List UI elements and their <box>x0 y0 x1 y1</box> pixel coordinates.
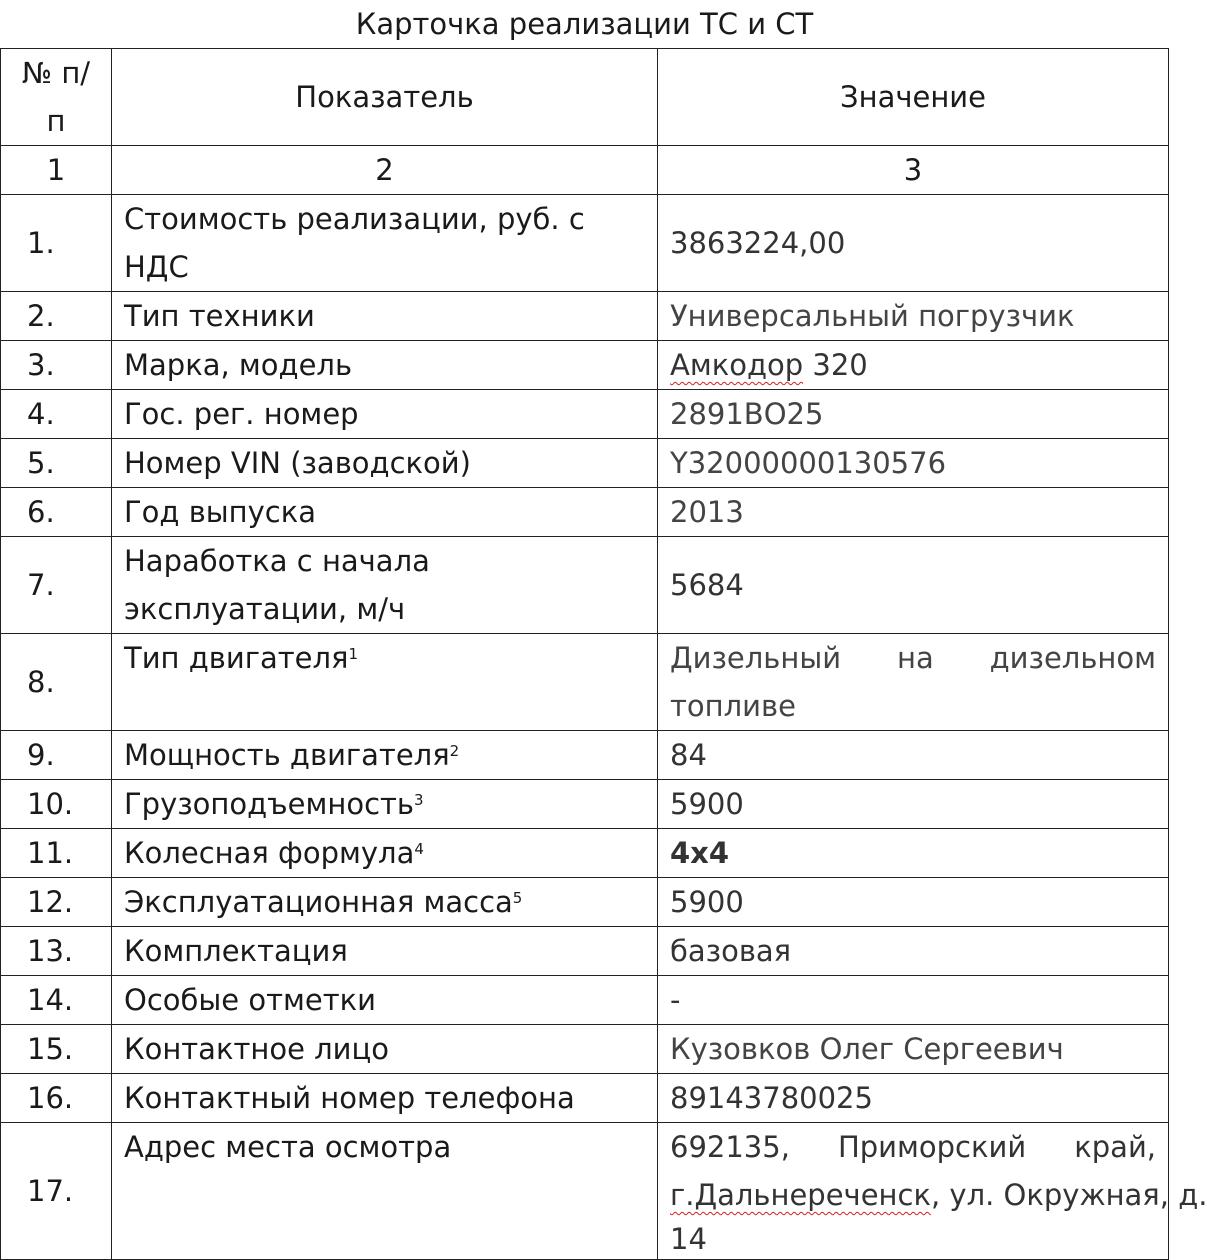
table-row <box>1 390 1169 439</box>
title-row <box>1 0 1169 49</box>
row-number: 14. <box>1 976 112 1025</box>
table-row <box>1 439 1169 488</box>
table-row <box>1 634 1169 731</box>
table-row <box>1 927 1169 976</box>
row-label: Адрес места осмотра <box>112 1123 658 1260</box>
address-word: край, <box>1074 1130 1157 1164</box>
row-number: 10. <box>1 780 112 829</box>
row-number: 5. <box>1 439 112 488</box>
row-number: 6. <box>1 488 112 537</box>
row-number: 17. <box>1 1123 112 1260</box>
footnote-mark: 1 <box>348 645 358 663</box>
row-label: Наработка с начала эксплуатации, м/ч <box>112 537 658 634</box>
row-label: Год выпуска <box>112 488 658 537</box>
address-line-2 <box>670 1171 1207 1219</box>
row-label: Контактный номер телефона <box>112 1074 658 1123</box>
row-number: 4. <box>1 390 112 439</box>
row-number: 12. <box>1 878 112 927</box>
footnote-mark: 2 <box>449 742 460 760</box>
row-value: 84 <box>658 731 1169 780</box>
row-label <box>112 634 658 731</box>
row-value: 2013 <box>658 488 1169 537</box>
row-value: базовая <box>658 927 1169 976</box>
card-title: Карточка реализации ТС и СТ <box>1 0 1169 49</box>
row-label: Тип техники <box>112 292 658 341</box>
row-label: Комплектация <box>112 927 658 976</box>
row-value: 5900 <box>658 878 1169 927</box>
row-label-text: Тип двигателя <box>124 641 349 675</box>
table-row <box>1 341 1169 390</box>
row-value <box>658 634 1169 731</box>
row-number: 8. <box>1 634 112 731</box>
row-value: 5900 <box>658 780 1169 829</box>
spellcheck-word: Амкодор <box>670 348 804 382</box>
row-label <box>112 878 658 927</box>
row-number: 11. <box>1 829 112 878</box>
row-label-text: Мощность двигателя <box>124 738 450 772</box>
row-number: 16. <box>1 1074 112 1123</box>
table-row <box>1 488 1169 537</box>
column-index-3: 3 <box>658 146 1169 195</box>
row-value <box>658 341 1169 390</box>
footnote-mark: 3 <box>414 791 424 809</box>
row-label: Гос. рег. номер <box>112 390 658 439</box>
address-word: 692135, <box>670 1130 790 1164</box>
row-number: 15. <box>1 1025 112 1074</box>
table-row <box>1 1123 1169 1260</box>
row-number: 2. <box>1 292 112 341</box>
address-line-1 <box>670 1123 1156 1171</box>
value-line-1 <box>670 634 1156 682</box>
table-row <box>1 537 1169 634</box>
table-row <box>1 829 1169 878</box>
header-row <box>1 49 1169 146</box>
spellcheck-word: г.Дальнереченск <box>670 1178 931 1212</box>
header-value: Значение <box>658 49 1169 146</box>
row-label <box>112 780 658 829</box>
row-value: Кузовков Олег Сергеевич <box>658 1025 1169 1074</box>
header-num: № п/п <box>1 49 112 146</box>
address-line-3: 14 <box>670 1222 707 1256</box>
footnote-mark: 5 <box>512 889 523 907</box>
row-label: Марка, модель <box>112 341 658 390</box>
row-value: 5684 <box>658 537 1169 634</box>
row-label: Номер VIN (заводской) <box>112 439 658 488</box>
table-row <box>1 1074 1169 1123</box>
column-index-2: 2 <box>112 146 658 195</box>
model-number: 320 <box>803 348 868 382</box>
table-row <box>1 292 1169 341</box>
value-word: дизельном <box>989 641 1156 675</box>
table-row <box>1 1025 1169 1074</box>
row-label-text: Эксплуатационная масса <box>124 885 513 919</box>
table-row <box>1 731 1169 780</box>
row-value <box>658 1123 1207 1260</box>
column-index-1: 1 <box>1 146 112 195</box>
table-row <box>1 780 1169 829</box>
row-number: 9. <box>1 731 112 780</box>
row-label-text: Колесная формула <box>124 836 415 870</box>
row-value: Y32000000130576 <box>658 439 1169 488</box>
column-index-row <box>1 146 1169 195</box>
header-indicator: Показатель <box>112 49 658 146</box>
row-label: Особые отметки <box>112 976 658 1025</box>
value-word: Дизельный <box>670 641 842 675</box>
row-label <box>112 731 658 780</box>
row-label-text: Грузоподъемность <box>124 787 415 821</box>
row-value: - <box>658 976 1169 1025</box>
table-row <box>1 976 1169 1025</box>
address-rest: , ул. Окружная, д. <box>930 1178 1207 1212</box>
row-value: 3863224,00 <box>658 195 1169 292</box>
table-row <box>1 195 1169 292</box>
row-label: Стоимость реализации, руб. с НДС <box>112 195 658 292</box>
row-value: 89143780025 <box>658 1074 1169 1123</box>
row-label: Контактное лицо <box>112 1025 658 1074</box>
footnote-mark: 4 <box>414 840 424 858</box>
row-number: 13. <box>1 927 112 976</box>
row-value: 2891ВО25 <box>658 390 1169 439</box>
row-label <box>112 829 658 878</box>
table-row <box>1 878 1169 927</box>
row-number: 7. <box>1 537 112 634</box>
row-value: 4х4 <box>658 829 1169 878</box>
address-word: Приморский <box>837 1130 1027 1164</box>
row-number: 3. <box>1 341 112 390</box>
row-number: 1. <box>1 195 112 292</box>
value-line-2: топливе <box>670 689 796 723</box>
value-word: на <box>897 641 934 675</box>
row-value: Универсальный погрузчик <box>658 292 1169 341</box>
